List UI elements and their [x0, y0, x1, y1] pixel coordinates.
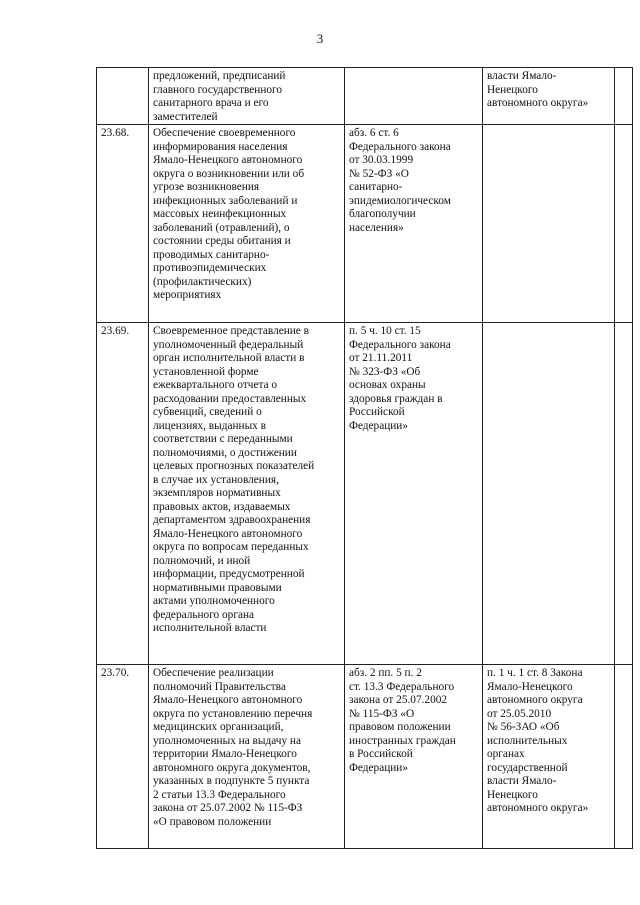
table-row: [97, 665, 633, 849]
power-description: предложений, предписаний главного государственного санитарного врача и его заместителей: [149, 68, 345, 125]
table-row: [97, 68, 633, 125]
federal-law-reference: абз. 6 ст. 6 Федерального закона от 30.03.1999 № 52-ФЗ «О санитарно- эпидемиологическом благополучии населения»: [345, 125, 483, 323]
edge-cell: [615, 323, 633, 665]
table-row: [97, 323, 633, 665]
edge-cell: [615, 125, 633, 323]
power-description: Обеспечение реализации полномочий Правительства Ямало-Ненецкого автономного округа по установлению перечня медицинских организаций, уполномоченных на выдачу на территории Ямало-Ненецкого автономного округа документов, указанных в подпункте 5 пункта 2 статьи 13.3 Федерального закона от 25.07.2002 № 115-ФЗ «О правовом положении: [149, 665, 345, 849]
page-number: 3: [316, 31, 324, 46]
power-description: Обеспечение своевременного информирования населения Ямало-Ненецкого автономного округа о возникновении или об угрозе возникновения инфекционных заболеваний и массовых неинфекционных заболеваний (отравлений), о состоянии среды обитания и проводимых санитарно- противоэпидемических (профилактических) мероприятиях: [149, 125, 345, 323]
table-row: [97, 125, 633, 323]
row-number: 23.68.: [97, 125, 149, 323]
row-number: 23.69.: [97, 323, 149, 665]
edge-cell: [615, 68, 633, 125]
edge-cell: [615, 665, 633, 849]
federal-law-reference: абз. 2 пп. 5 п. 2 ст. 13.3 Федерального закона от 25.07.2002 № 115-ФЗ «О правовом положении иностранных граждан в Российской Федерации»: [345, 665, 483, 849]
regional-law-reference: [483, 323, 615, 665]
regional-law-reference: п. 1 ч. 1 ст. 8 Закона Ямало-Ненецкого автономного округа от 25.05.2010 № 56-ЗАО «Об исполнительных органах государственной власти Ямало- Ненецкого автономного округа»: [483, 665, 615, 849]
federal-law-reference: [345, 68, 483, 125]
power-description: Своевременное представление в уполномоченный федеральный орган исполнительной власти в установленной форме ежеквартального отчета о расходовании предоставленных субвенций, сведений о лицензиях, выданных в соответствии с переданными полномочиями, о достижении целевых прогнозных показателей в случае их установления, экземпляров нормативных правовых актов, издаваемых департаментом здравоохранения Ямало-Ненецкого автономного округа по вопросам переданных полномочий, и иной информации, предусмотренной нормативными правовыми актами уполномоченного федерального органа исполнительной власти: [149, 323, 345, 665]
regional-law-reference: власти Ямало- Ненецкого автономного округа»: [483, 68, 615, 125]
regional-law-reference: [483, 125, 615, 323]
row-number: 23.70.: [97, 665, 149, 849]
federal-law-reference: п. 5 ч. 10 ст. 15 Федерального закона от 21.11.2011 № 323-ФЗ «Об основах охраны здоровья граждан в Российской Федерации»: [345, 323, 483, 665]
row-number: [97, 68, 149, 125]
powers-table: [96, 67, 633, 849]
